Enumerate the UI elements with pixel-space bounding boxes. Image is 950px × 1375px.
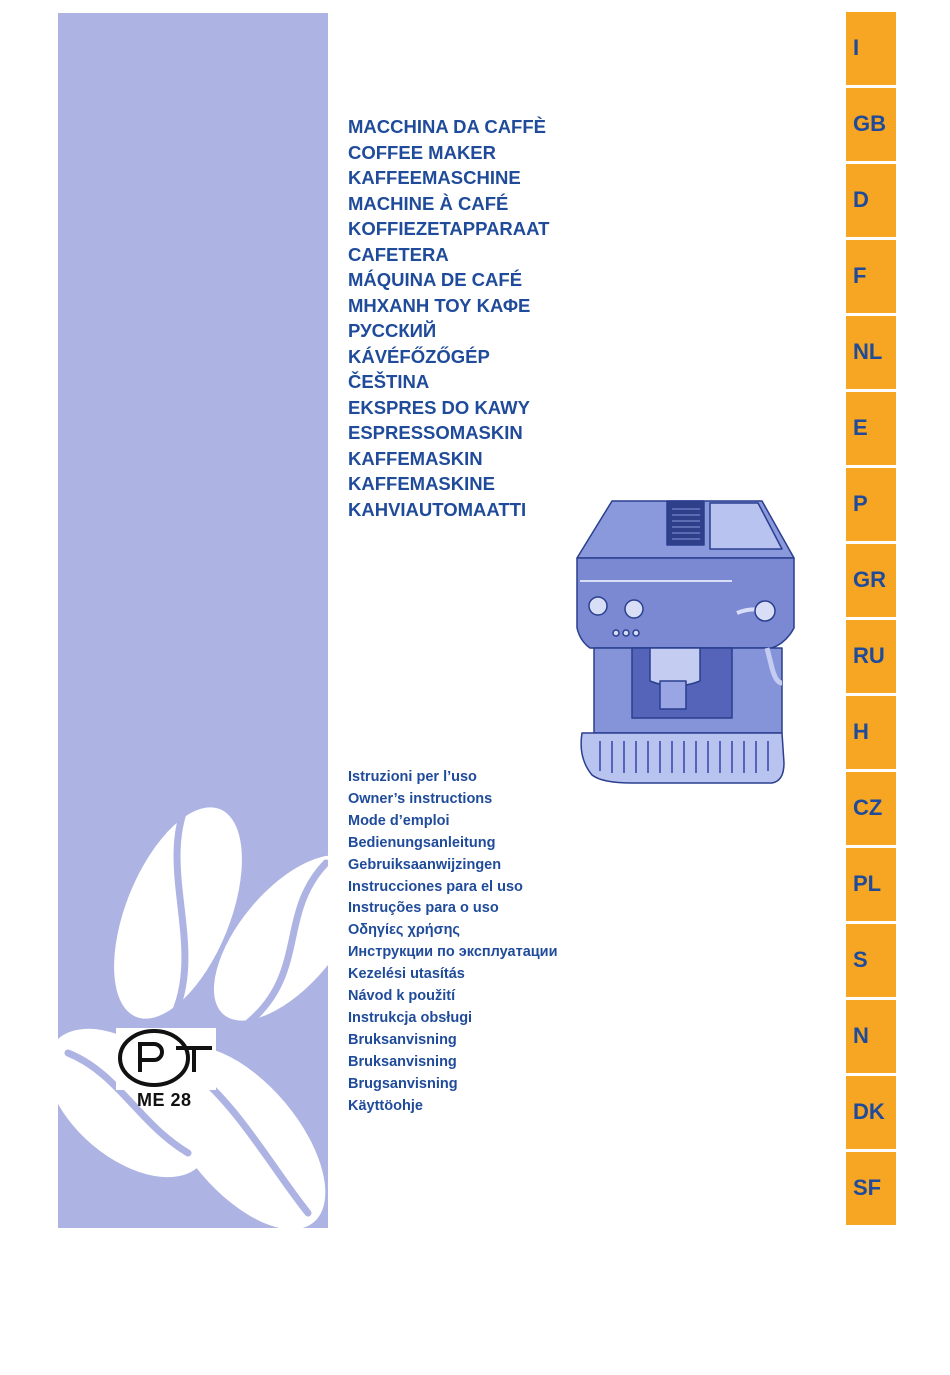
product-name-it: MACCHINA DA CAFFÈ	[348, 116, 546, 137]
instructions-gb: Owner’s instructions	[348, 790, 493, 807]
lang-tab-n[interactable]: N	[846, 1000, 896, 1073]
instructions-de: Bedienungsanleitung	[348, 834, 496, 851]
instructions-fr: Mode d’emploi	[348, 812, 450, 829]
product-name-pt: MÁQUINA DE CAFÉ	[348, 269, 523, 290]
product-name-nl: KOFFIEZETAPPARAAT	[348, 218, 550, 239]
lang-tab-d[interactable]: D	[846, 164, 896, 237]
lang-tab-p[interactable]: P	[846, 468, 896, 541]
instructions-fi: Käyttöohje	[348, 1097, 423, 1114]
product-name-fr: MACHINE À CAFÉ	[348, 192, 509, 214]
instructions-ru: Инструкции по эксплуатации	[348, 944, 558, 961]
product-name-pl: EKSPRES DO KAWY	[348, 396, 530, 418]
coffee-machine-illustration	[572, 493, 802, 788]
product-name-dk: KAFFEMASKINE	[348, 473, 495, 494]
lang-tab-pl[interactable]: PL	[846, 848, 896, 921]
product-name-de: KAFFEEMASCHINE	[348, 167, 521, 188]
product-name-fi: KAHVIAUTOMAATTI	[348, 498, 527, 520]
instructions-se: Bruksanvisning	[348, 1031, 457, 1048]
lang-tab-i[interactable]: I	[846, 12, 896, 85]
lang-tab-s[interactable]: S	[846, 924, 896, 997]
product-name-se: ESPRESSOMASKIN	[348, 422, 523, 443]
lang-tab-gr[interactable]: GR	[846, 544, 896, 617]
instructions-gr: Οδηγίες χρήσης	[348, 922, 460, 939]
instructions-nl: Gebruiksaanwijzingen	[348, 856, 502, 873]
product-name-es: CAFETERA	[348, 243, 449, 265]
product-name-cz: ČEŠTINA	[348, 371, 430, 392]
language-tab-strip	[846, 12, 896, 1228]
lang-tab-sf[interactable]: SF	[846, 1152, 896, 1225]
lang-tab-cz[interactable]: CZ	[846, 772, 896, 845]
instructions-no: Bruksanvisning	[348, 1053, 457, 1070]
certification-code: ME 28	[137, 1090, 192, 1110]
instructions-es: Instrucciones para el uso	[348, 878, 523, 895]
instructions-it: Istruzioni per l’uso	[348, 769, 477, 785]
instructions-dk: Brugsanvisning	[348, 1075, 458, 1092]
instructions-pt: Instruções para o uso	[348, 900, 499, 917]
product-name-no: KAFFEMASKIN	[348, 447, 483, 469]
lang-tab-ru[interactable]: RU	[846, 620, 896, 693]
pct-certification-mark	[116, 1028, 216, 1090]
product-name-ru: РУССКИЙ	[348, 320, 437, 341]
lang-tab-dk[interactable]: DK	[846, 1076, 896, 1149]
product-name-hu: KÁVÉFŐZŐGÉP	[348, 345, 490, 367]
product-name-gb: COFFEE MAKER	[348, 141, 496, 163]
lang-tab-gb[interactable]: GB	[846, 88, 896, 161]
lang-tab-e[interactable]: E	[846, 392, 896, 465]
lang-tab-nl[interactable]: NL	[846, 316, 896, 389]
instructions-hu: Kezelési utasítás	[348, 966, 465, 983]
instructions-cz: Návod k použití	[348, 988, 456, 1005]
lang-tab-f[interactable]: F	[846, 240, 896, 313]
product-name-gr: ΜΗΧΑΝΗ ΤΟΥ ΚΑΦΕ	[348, 294, 531, 316]
instructions-pl: Instrukcja obsługi	[348, 1009, 473, 1026]
product-name-list	[348, 114, 549, 522]
instructions-list	[348, 767, 558, 1118]
lang-tab-h[interactable]: H	[846, 696, 896, 769]
